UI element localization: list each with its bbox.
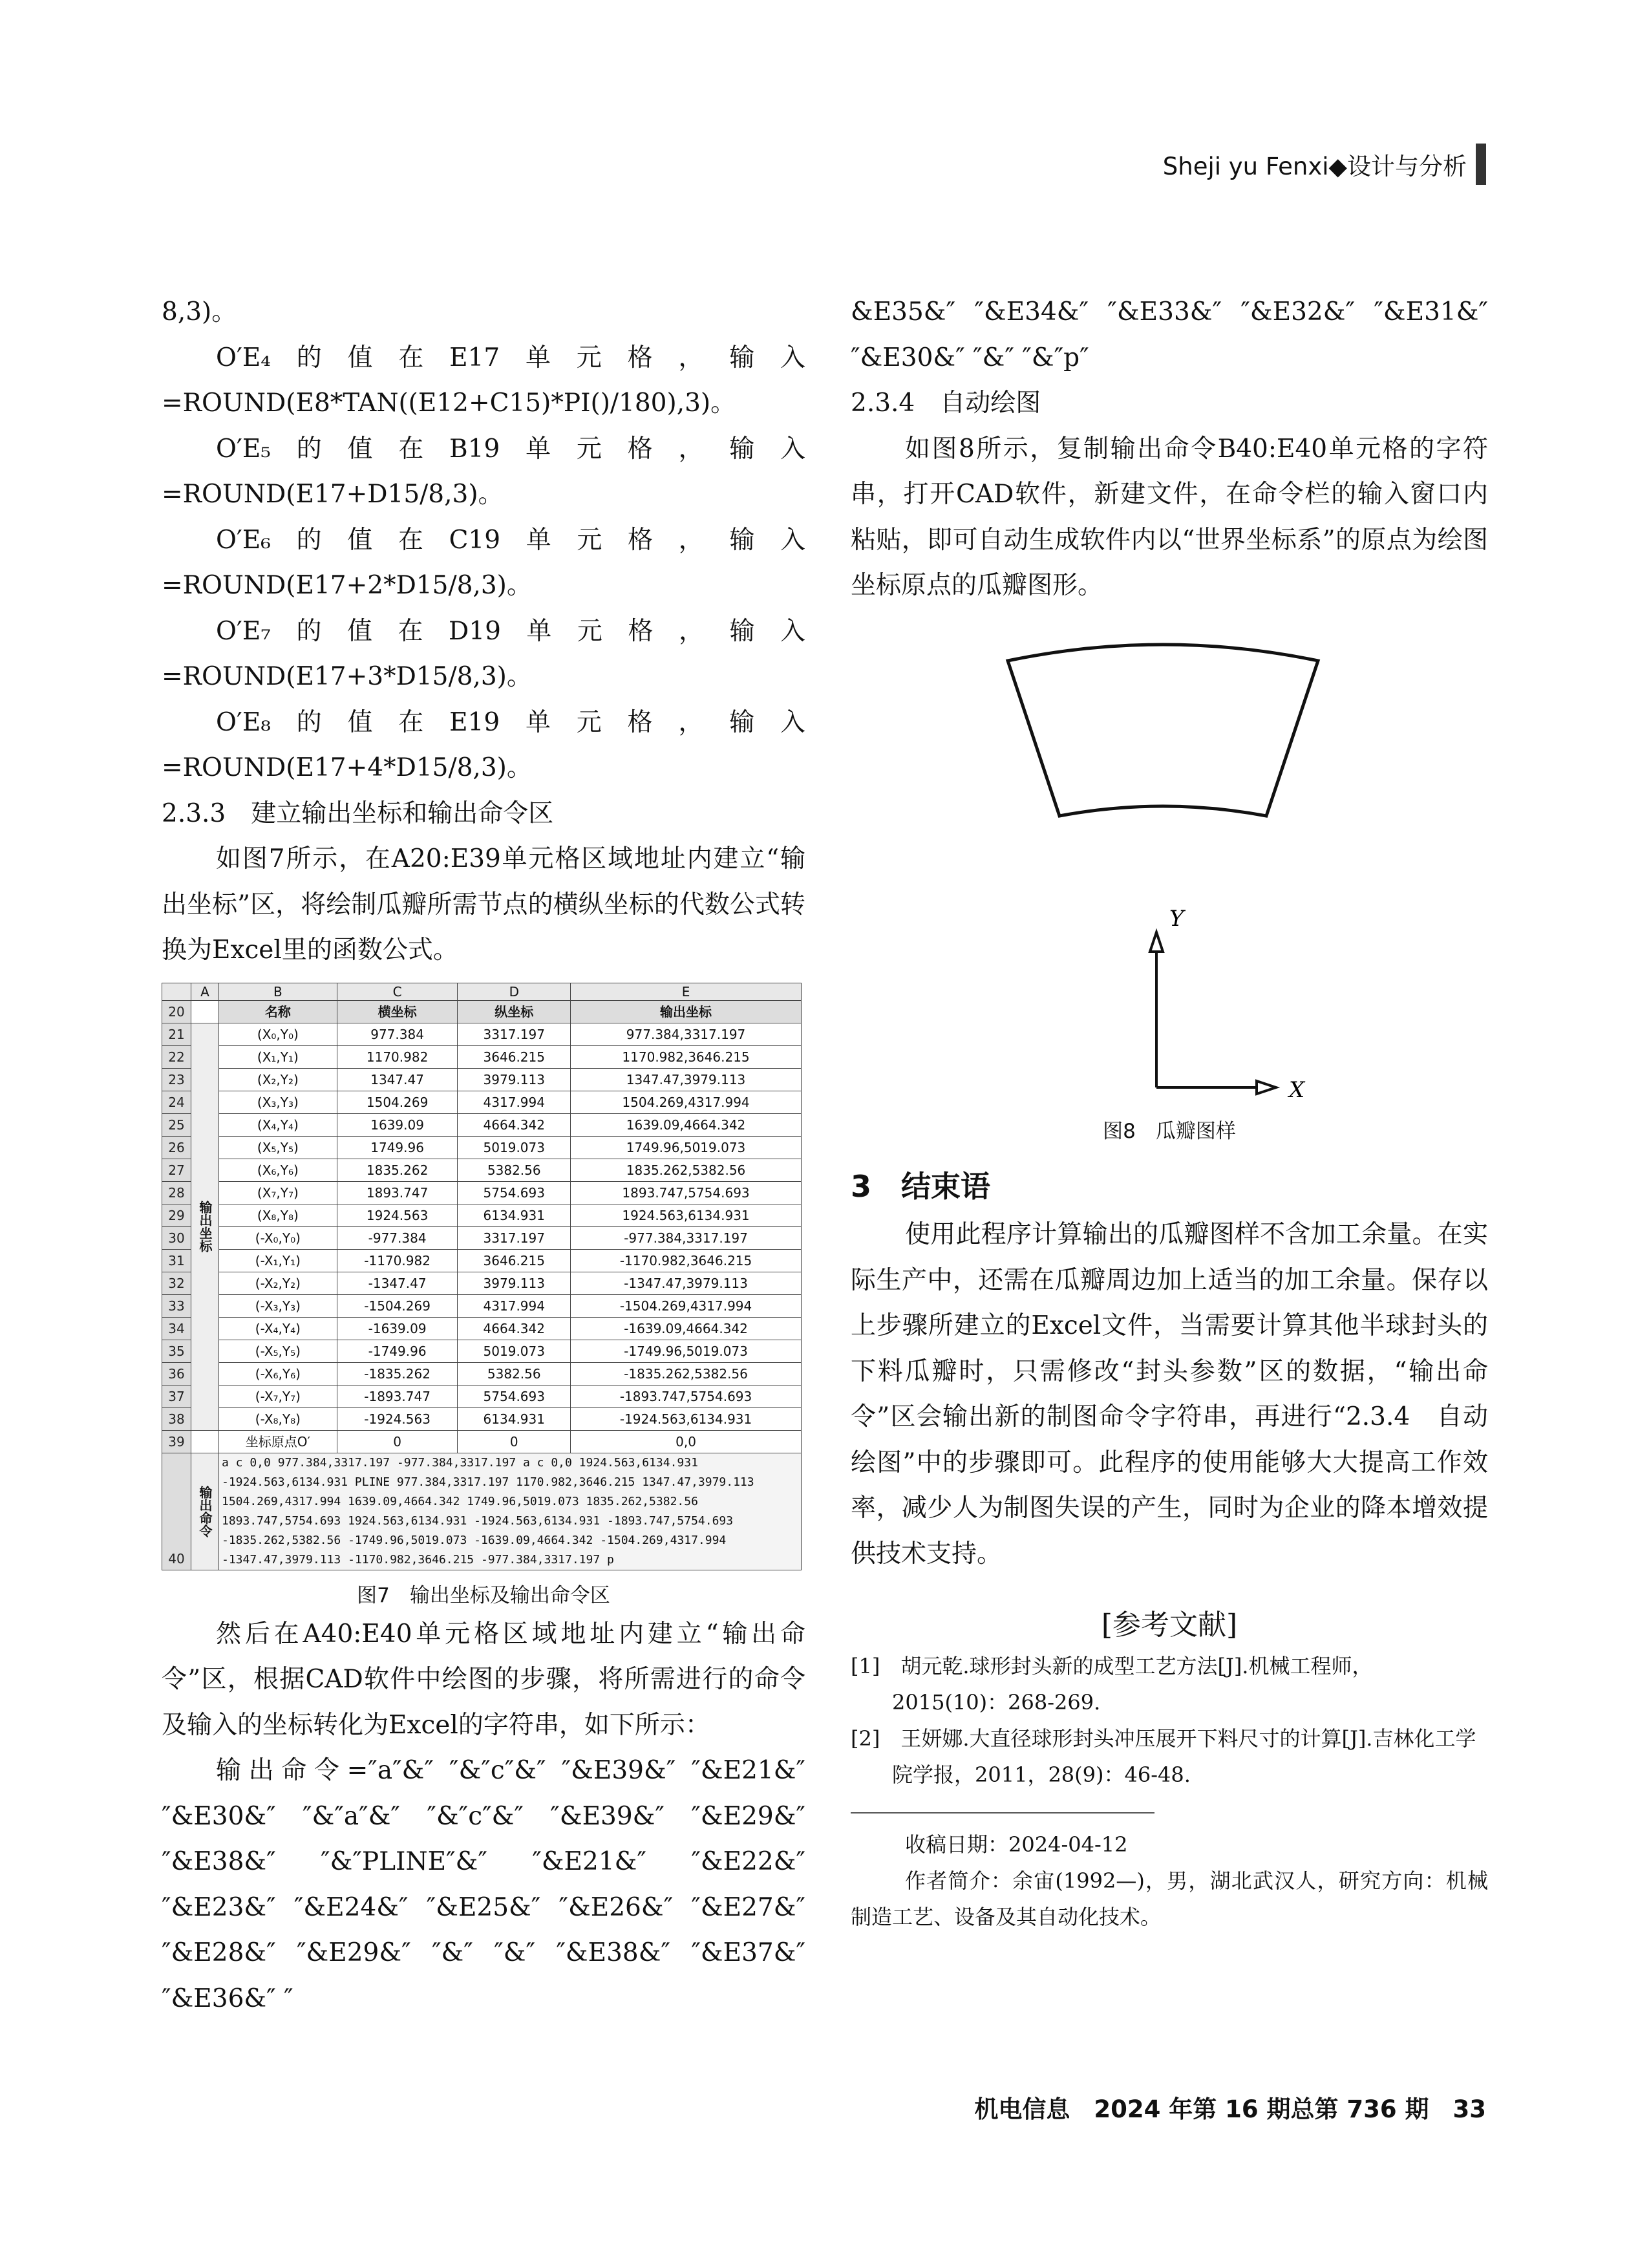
reference-item: [2] 王妍娜.大直径球形封头冲压展开下料尺寸的计算[J].吉林化工学院学报，2011，28(9)：46-48. [851, 1726, 1476, 1787]
corner-cell [162, 983, 191, 1000]
figure-7-caption: 图7 输出坐标及输出命令区 [357, 1583, 610, 1607]
cell-name: (X₁,Y₁) [219, 1045, 337, 1068]
row-number: 40 [162, 1453, 191, 1570]
cell-name: (-X₅,Y₅) [219, 1340, 337, 1362]
table-row [162, 1385, 802, 1407]
x-arrow [1257, 1081, 1276, 1094]
paragraph: 如图8所示，复制输出命令B40:E40单元格的字符串，打开CAD软件，新建文件，在命令栏的输入窗口内粘贴，即可自动生成软件内以“世界坐标系”的原点为绘图坐标原点的瓜瓣图形。 [851, 434, 1488, 600]
cell-x: -977.384 [337, 1226, 458, 1249]
cell-y: 5382.56 [458, 1362, 571, 1385]
cell-out: 0,0 [571, 1430, 802, 1453]
cell-name: (-X₂,Y₂) [219, 1272, 337, 1294]
paragraph: 然后在A40:E40单元格区域地址内建立“输出命令”区，根据CAD软件中绘图的步骤，将所需进行的命令及输入的坐标转化为Excel的字符串，如下所示： [162, 1619, 805, 1740]
column-letter: E [571, 983, 802, 1000]
reference-item: [1] 胡元乾.球形封头新的成型工艺方法[J].机械工程师，2015(10)：268-269. [851, 1654, 1373, 1715]
x-axis-label: X [1289, 1076, 1305, 1100]
cell-out: -1924.563,6134.931 [571, 1407, 802, 1430]
cell-out: 1170.982,3646.215 [571, 1045, 802, 1068]
cell-name: (X₃,Y₃) [219, 1091, 337, 1113]
excel-table [162, 983, 802, 1570]
running-header-text: Sheji yu Fenxi◆设计与分析 [1162, 153, 1467, 180]
table-row [162, 1091, 802, 1113]
page-footer: 机电信息 2024 年第 16 期总第 736 期 33 [974, 2095, 1486, 2123]
cell-y: 4317.994 [458, 1091, 571, 1113]
references-title: [参考文献] [1101, 1609, 1238, 1642]
cell-name: (X₆,Y₆) [219, 1159, 337, 1181]
table-row-command [162, 1453, 802, 1570]
empty-cell [191, 1430, 219, 1453]
paragraph: O′E₆的值在C19单元格，输入=ROUND(E17+2*D15/8,3)。 [162, 525, 805, 600]
row-number: 38 [162, 1407, 191, 1430]
figure-8 [851, 622, 1488, 1148]
row-number: 29 [162, 1204, 191, 1226]
table-row [162, 1113, 802, 1136]
right-column [851, 290, 1488, 1935]
cell-name: (-X₈,Y₈) [219, 1407, 337, 1430]
table-row [162, 1136, 802, 1159]
cell-x: -1893.747 [337, 1385, 458, 1407]
table-row [162, 1294, 802, 1317]
table-row [162, 1181, 802, 1204]
row-number: 32 [162, 1272, 191, 1294]
row-number: 37 [162, 1385, 191, 1407]
cell-out: 1347.47,3979.113 [571, 1068, 802, 1091]
cell-out: -977.384,3317.197 [571, 1226, 802, 1249]
cell-y: 3317.197 [458, 1023, 571, 1045]
running-header [1163, 144, 1486, 185]
cell-out: 1749.96,5019.073 [571, 1136, 802, 1159]
cell-x: -1347.47 [337, 1272, 458, 1294]
cell-y: 5754.693 [458, 1385, 571, 1407]
cell-out: -1749.96,5019.073 [571, 1340, 802, 1362]
cell-y: 6134.931 [458, 1407, 571, 1430]
cell-name: (-X₄,Y₄) [219, 1317, 337, 1340]
cell-x: 1749.96 [337, 1136, 458, 1159]
cell-name: (-X₆,Y₆) [219, 1362, 337, 1385]
table-row [162, 1249, 802, 1272]
column-header: 输出坐标 [571, 1000, 802, 1023]
figure-8-caption: 图8 瓜瓣图样 [1103, 1120, 1236, 1143]
table-row [162, 1159, 802, 1181]
cell-name: (X₄,Y₄) [219, 1113, 337, 1136]
row-number: 28 [162, 1181, 191, 1204]
table-row [162, 1362, 802, 1385]
paragraph: 输出命令=″a″&″ ″&″c″&″ ″&E39&″ ″&E21&″ ″&E30&″ ″&″a″&″ ″&″c″&″ ″&E39&″ ″&E29&″ ″&E38&″ ″&″PLINE″&″ ″&E21&″ ″&E22&″ ″&E23&″ ″&E24&″ ″&E25&″ ″&E26&″ ″&E27&″ ″&E28&″ ″&E29&″ ″&″ ″&″ ″&E38&″ ″&E37&″ ″&E36&″ ″ [162, 1756, 805, 2013]
column-letter-row [162, 983, 802, 1000]
cell-out: -1835.262,5382.56 [571, 1362, 802, 1385]
column-letter: A [191, 983, 219, 1000]
paragraph: O′E₄的值在E17单元格，输入=ROUND(E8*TAN((E12+C15)*PI()/180),3)。 [162, 343, 805, 418]
paragraph: O′E₇的值在D19单元格，输入=ROUND(E17+3*D15/8,3)。 [162, 616, 805, 691]
cell-y: 3646.215 [458, 1249, 571, 1272]
cell-out: 1504.269,4317.994 [571, 1091, 802, 1113]
cell-x: 1170.982 [337, 1045, 458, 1068]
row-number: 39 [162, 1430, 191, 1453]
references-list [851, 1648, 1488, 1793]
cell-x: -1924.563 [337, 1407, 458, 1430]
cell-x: 1504.269 [337, 1091, 458, 1113]
footnote-rule [851, 1812, 1154, 1813]
cell-y: 0 [458, 1430, 571, 1453]
cell-name: 坐标原点O′ [219, 1430, 337, 1453]
column-letter: D [458, 983, 571, 1000]
paragraph: 使用此程序计算输出的瓜瓣图样不含加工余量。在实际生产中，还需在瓜瓣周边加上适当的加工余量。保存以上步骤所建立的Excel文件，当需要计算其他半球封头的下料瓜瓣时，只需修改“封头参数”区的数据，“输出命令”区会输出新的制图命令字符串，再进行“2.3.4 自动绘图”中的步骤即可。此程序的使用能够大大提高工作效率，减少人为制图失误的产生，同时为企业的降本增效提供技术支持。 [851, 1220, 1488, 1568]
column-letter: B [219, 983, 337, 1000]
paragraph: 8,3)。 [162, 297, 237, 326]
cell-x: 1924.563 [337, 1204, 458, 1226]
cell-y: 5754.693 [458, 1181, 571, 1204]
cell-name: (X₇,Y₇) [219, 1181, 337, 1204]
paragraph: O′E₈的值在E19单元格，输入=ROUND(E17+4*D15/8,3)。 [162, 707, 805, 782]
cell-name: (X₈,Y₈) [219, 1204, 337, 1226]
cell-y: 3979.113 [458, 1068, 571, 1091]
cell-x: 0 [337, 1430, 458, 1453]
header-bar [1476, 144, 1486, 185]
cell-x: 1893.747 [337, 1181, 458, 1204]
table-row [162, 1226, 802, 1249]
cell-out: -1347.47,3979.113 [571, 1272, 802, 1294]
y-arrow [1150, 932, 1163, 952]
section-heading-conclusion: 3 结束语 [851, 1169, 991, 1204]
column-header: 名称 [219, 1000, 337, 1023]
cell-y: 3646.215 [458, 1045, 571, 1068]
author-bio: 作者简介：余宙(1992—)，男，湖北武汉人，研究方向：机械制造工艺、设备及其自动化技术。 [851, 1868, 1488, 1929]
figure-8-drawing [937, 622, 1402, 1100]
cell-x: 977.384 [337, 1023, 458, 1045]
cell-out: 1893.747,5754.693 [571, 1181, 802, 1204]
cell-out: -1639.09,4664.342 [571, 1317, 802, 1340]
row-number: 30 [162, 1226, 191, 1249]
table-row-origin [162, 1430, 802, 1453]
cell-x: -1170.982 [337, 1249, 458, 1272]
left-column [162, 290, 805, 2022]
cell-y: 4317.994 [458, 1294, 571, 1317]
paragraph: &E35&″ ″&E34&″ ″&E33&″ ″&E32&″ ″&E31&″ ″&E30&″ ″&″ ″&″p″ [851, 297, 1488, 372]
cell-y: 4664.342 [458, 1113, 571, 1136]
cell-x: 1835.262 [337, 1159, 458, 1181]
group-label: 输出坐标 [191, 1023, 219, 1430]
section-heading: 2.3.4 自动绘图 [851, 389, 1041, 418]
petal-outline [1008, 645, 1318, 816]
cell-name: (X₂,Y₂) [219, 1068, 337, 1091]
table-row [162, 1340, 802, 1362]
cell-out: -1504.269,4317.994 [571, 1294, 802, 1317]
paragraph: O′E₅的值在B19单元格，输入=ROUND(E17+D15/8,3)。 [162, 434, 805, 509]
cell-name: (-X₀,Y₀) [219, 1226, 337, 1249]
paragraph: 如图7所示，在A20:E39单元格区域地址内建立“输出坐标”区，将绘制瓜瓣所需节点的横纵坐标的代数公式转换为Excel里的函数公式。 [162, 844, 805, 965]
cell-out: 1924.563,6134.931 [571, 1204, 802, 1226]
table-row [162, 1317, 802, 1340]
cell-name: (-X₃,Y₃) [219, 1294, 337, 1317]
column-letter: C [337, 983, 458, 1000]
cell-y: 3317.197 [458, 1226, 571, 1249]
cell-x: 1347.47 [337, 1068, 458, 1091]
row-number: 27 [162, 1159, 191, 1181]
cell-name: (-X₁,Y₁) [219, 1249, 337, 1272]
cell-out: -1893.747,5754.693 [571, 1385, 802, 1407]
cell-x: -1504.269 [337, 1294, 458, 1317]
cell-name: (X₅,Y₅) [219, 1136, 337, 1159]
table-row [162, 1204, 802, 1226]
cell-x: -1835.262 [337, 1362, 458, 1385]
row-number: 31 [162, 1249, 191, 1272]
figure-7 [162, 983, 805, 1612]
row-number: 34 [162, 1317, 191, 1340]
cell-y: 3979.113 [458, 1272, 571, 1294]
cell-x: -1749.96 [337, 1340, 458, 1362]
table-row [162, 1068, 802, 1091]
cell-y: 4664.342 [458, 1317, 571, 1340]
command-string: a c 0,0 977.384,3317.197 -977.384,3317.197 a c 0,0 1924.563,6134.931 -1924.563,6134.931 PLINE 977.384,3317.197 1170.982,3646.215 1347.47,3979.113 1504.269,4317.994 1639.09,4664.342 1749.96,5019.073 1835.262,5382.56 1893.747,5754.693 1924.563,6134.931 -1924.563,6134.931 -1893.747,5754.693 -1835.262,5382.56 -1749.96,5019.073 -1639.09,4664.342 -1504.269,4317.994 -1347.47,3979.113 -1170.982,3646.215 -977.384,3317.197 p [219, 1453, 802, 1570]
cell-out: 977.384,3317.197 [571, 1023, 802, 1045]
command-label: 输出命令 [191, 1453, 219, 1570]
section-heading: 2.3.3 建立输出坐标和输出命令区 [162, 798, 554, 828]
row-number: 24 [162, 1091, 191, 1113]
cell-x: 1639.09 [337, 1113, 458, 1136]
row-number: 33 [162, 1294, 191, 1317]
row-number: 22 [162, 1045, 191, 1068]
y-axis-label: Y [1169, 905, 1184, 932]
row-number: 23 [162, 1068, 191, 1091]
column-header: 纵坐标 [458, 1000, 571, 1023]
cell-y: 5019.073 [458, 1340, 571, 1362]
row-number: 26 [162, 1136, 191, 1159]
cell-name: (X₀,Y₀) [219, 1023, 337, 1045]
cell-out: 1639.09,4664.342 [571, 1113, 802, 1136]
table-row [162, 1272, 802, 1294]
column-header: 横坐标 [337, 1000, 458, 1023]
empty-cell [191, 1000, 219, 1023]
cell-y: 6134.931 [458, 1204, 571, 1226]
table-row [162, 1407, 802, 1430]
table-row [162, 1045, 802, 1068]
row-number: 25 [162, 1113, 191, 1136]
row-number: 21 [162, 1023, 191, 1045]
footnote [851, 1826, 1488, 1935]
row-number: 35 [162, 1340, 191, 1362]
row-number: 36 [162, 1362, 191, 1385]
table-header-row [162, 1000, 802, 1023]
received-date: 收稿日期：2024-04-12 [905, 1832, 1128, 1857]
cell-out: -1170.982,3646.215 [571, 1249, 802, 1272]
cell-y: 5019.073 [458, 1136, 571, 1159]
cell-y: 5382.56 [458, 1159, 571, 1181]
row-number: 20 [162, 1000, 191, 1023]
table-row [162, 1023, 802, 1045]
cell-name: (-X₇,Y₇) [219, 1385, 337, 1407]
cell-x: -1639.09 [337, 1317, 458, 1340]
cell-out: 1835.262,5382.56 [571, 1159, 802, 1181]
